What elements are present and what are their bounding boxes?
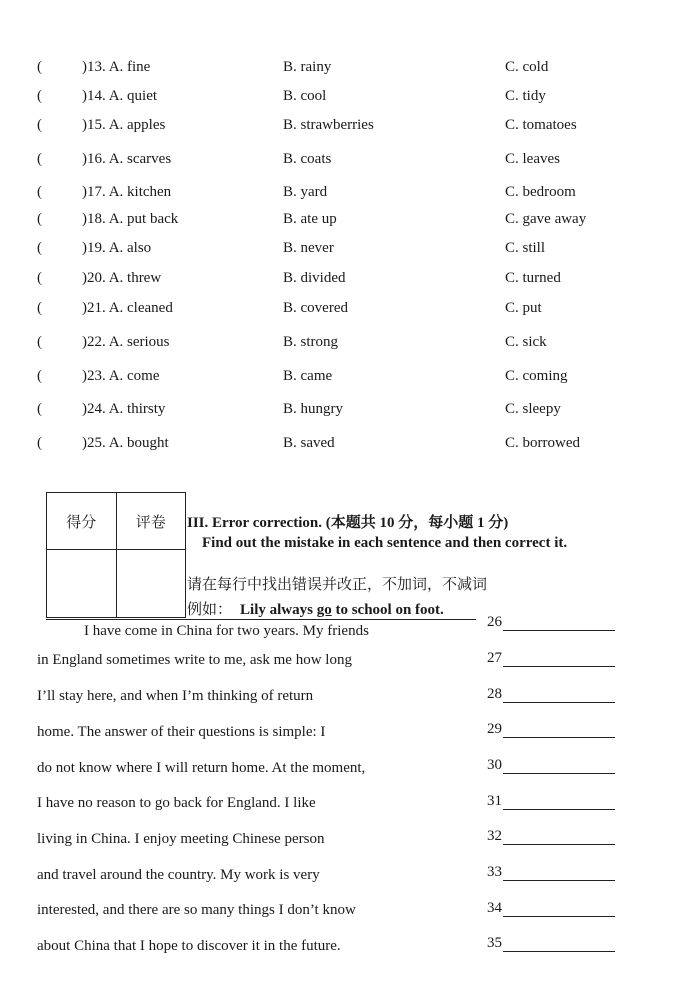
option-b: B. yard	[283, 184, 328, 200]
answer-blank[interactable]	[487, 793, 615, 810]
option-a	[82, 57, 150, 77]
option-a-text: A. come	[108, 368, 160, 384]
answer-number: 35	[487, 935, 502, 951]
answer-number: 34	[487, 900, 502, 916]
option-a	[82, 268, 161, 288]
option-b: B. ate up	[283, 211, 337, 227]
option-a-text: A. put back	[108, 211, 179, 227]
option-c: C. still	[505, 240, 546, 256]
answer-number: 30	[487, 757, 502, 773]
answer-line[interactable]	[503, 793, 615, 810]
answer-paren: (	[37, 300, 42, 316]
option-c: C. gave away	[505, 211, 587, 227]
option-c: C. coming	[505, 368, 568, 384]
option-a	[82, 399, 165, 419]
answer-paren: (	[37, 270, 42, 286]
answer-line[interactable]	[503, 935, 615, 952]
question-row	[0, 57, 693, 77]
question-row	[0, 209, 693, 229]
question-number: )15.	[82, 117, 106, 133]
example-text-before: Lily always	[240, 602, 317, 618]
answer-paren: (	[37, 151, 42, 167]
option-a-text: A. threw	[108, 270, 162, 286]
option-a	[82, 182, 171, 202]
question-number: )17.	[82, 184, 106, 200]
question-number: )16.	[82, 151, 106, 167]
question-number: )20.	[82, 270, 106, 286]
answer-number: 33	[487, 864, 502, 880]
passage-line: do not know where I will return home. At the moment,	[37, 760, 366, 776]
divider	[46, 619, 476, 620]
answer-line[interactable]	[503, 828, 615, 845]
option-a-text: A. apples	[108, 117, 166, 133]
passage-line: home. The answer of their questions is simple: I	[37, 724, 326, 740]
score-table	[46, 492, 186, 618]
option-a	[82, 115, 165, 135]
question-row	[0, 332, 693, 352]
answer-paren: (	[37, 368, 42, 384]
passage-line: in England sometimes write to me, ask me how long	[37, 652, 352, 668]
answer-number: 31	[487, 793, 502, 809]
passage-line: I have come in China for two years. My friends	[84, 623, 369, 639]
question-number: )21.	[82, 300, 106, 316]
option-c: C. tidy	[505, 88, 546, 104]
answer-line[interactable]	[503, 900, 615, 917]
grader-label: 评卷	[116, 493, 186, 550]
option-c: C. sleepy	[505, 401, 561, 417]
example-mistake: go	[316, 602, 332, 618]
answer-number: 26	[487, 614, 502, 630]
question-row	[0, 366, 693, 386]
option-a-text: A. quiet	[108, 88, 158, 104]
answer-number: 28	[487, 686, 502, 702]
score-label: 得分	[47, 493, 117, 550]
option-a-text: A. cleaned	[108, 300, 173, 316]
passage-line: interested, and there are so many things I don’t know	[37, 902, 356, 918]
question-number: )22.	[82, 334, 106, 350]
answer-line[interactable]	[503, 757, 615, 774]
passage-line: about China that I hope to discover it in the future.	[37, 938, 341, 954]
question-row	[0, 238, 693, 258]
option-b: B. hungry	[283, 401, 343, 417]
passage-line: living in China. I enjoy meeting Chinese person	[37, 831, 325, 847]
question-row	[0, 298, 693, 318]
option-b: B. came	[283, 368, 333, 384]
question-number: )18.	[82, 211, 106, 227]
option-a	[82, 332, 170, 352]
answer-blank[interactable]	[487, 757, 615, 774]
section-title: III. Error correction. (本题共 10 分，每小题 1 分)	[187, 515, 509, 531]
answer-paren: (	[37, 211, 42, 227]
option-a-text: A. kitchen	[108, 184, 172, 200]
question-row	[0, 433, 693, 453]
example-label: 例如：	[187, 600, 233, 618]
answer-line[interactable]	[503, 614, 615, 631]
answer-blank[interactable]	[487, 650, 615, 667]
option-c: C. cold	[505, 59, 549, 75]
answer-blank[interactable]	[487, 721, 615, 738]
option-b: B. strong	[283, 334, 339, 350]
option-a	[82, 209, 178, 229]
section-instruction-en: Find out the mistake in each sentence and then correct it.	[202, 535, 568, 551]
answer-paren: (	[37, 240, 42, 256]
question-number: )19.	[82, 240, 106, 256]
answer-blank[interactable]	[487, 614, 615, 631]
option-a-text: A. fine	[108, 59, 151, 75]
answer-number: 27	[487, 650, 502, 666]
option-a-text: A. scarves	[108, 151, 172, 167]
question-number: )25.	[82, 435, 106, 451]
option-c: C. put	[505, 300, 542, 316]
option-a-text: A. bought	[108, 435, 169, 451]
grader-cell	[116, 550, 186, 618]
question-number: )13.	[82, 59, 106, 75]
passage-line: and travel around the country. My work is very	[37, 867, 320, 883]
answer-paren: (	[37, 59, 42, 75]
answer-blank[interactable]	[487, 935, 615, 952]
option-b: B. saved	[283, 435, 335, 451]
question-row	[0, 182, 693, 202]
option-c: C. turned	[505, 270, 561, 286]
question-row	[0, 149, 693, 169]
question-number: )14.	[82, 88, 106, 104]
answer-number: 32	[487, 828, 502, 844]
option-a	[82, 433, 169, 453]
question-number: )23.	[82, 368, 106, 384]
answer-number: 29	[487, 721, 502, 737]
example-sentence	[240, 602, 444, 618]
option-b: B. covered	[283, 300, 348, 316]
answer-paren: (	[37, 117, 42, 133]
answer-blank[interactable]	[487, 864, 615, 881]
answer-paren: (	[37, 334, 42, 350]
passage-line: I have no reason to go back for England. I like	[37, 795, 316, 811]
example-text-after: to school on foot.	[331, 602, 444, 618]
option-b: B. strawberries	[283, 117, 374, 133]
question-row	[0, 399, 693, 419]
question-row	[0, 86, 693, 106]
answer-blank[interactable]	[487, 900, 615, 917]
option-b: B. cool	[283, 88, 327, 104]
answer-paren: (	[37, 401, 42, 417]
option-c: C. sick	[505, 334, 547, 350]
answer-paren: (	[37, 184, 42, 200]
option-b: B. rainy	[283, 59, 332, 75]
answer-paren: (	[37, 88, 42, 104]
option-a-text: A. thirsty	[108, 401, 166, 417]
passage-line: I’ll stay here, and when I’m thinking of return	[37, 688, 314, 704]
option-b: B. never	[283, 240, 334, 256]
option-a	[82, 86, 157, 106]
score-cell	[47, 550, 117, 618]
answer-paren: (	[37, 435, 42, 451]
answer-line[interactable]	[503, 686, 615, 703]
answer-line[interactable]	[503, 650, 615, 667]
option-a	[82, 366, 160, 386]
option-a	[82, 149, 171, 169]
question-row	[0, 115, 693, 135]
option-c: C. leaves	[505, 151, 560, 167]
section-instruction-cn: 请在每行中找出错误并改正，不加词，不减词	[187, 575, 488, 593]
answer-line[interactable]	[503, 864, 615, 881]
question-row	[0, 268, 693, 288]
answer-blank[interactable]	[487, 686, 615, 703]
option-b: B. coats	[283, 151, 332, 167]
option-c: C. tomatoes	[505, 117, 577, 133]
example-line	[187, 598, 444, 619]
option-a	[82, 298, 173, 318]
option-a-text: A. also	[108, 240, 152, 256]
answer-line[interactable]	[503, 721, 615, 738]
option-a	[82, 238, 151, 258]
question-number: )24.	[82, 401, 106, 417]
option-b: B. divided	[283, 270, 346, 286]
option-a-text: A. serious	[108, 334, 170, 350]
option-c: C. bedroom	[505, 184, 576, 200]
answer-blank[interactable]	[487, 828, 615, 845]
option-c: C. borrowed	[505, 435, 580, 451]
